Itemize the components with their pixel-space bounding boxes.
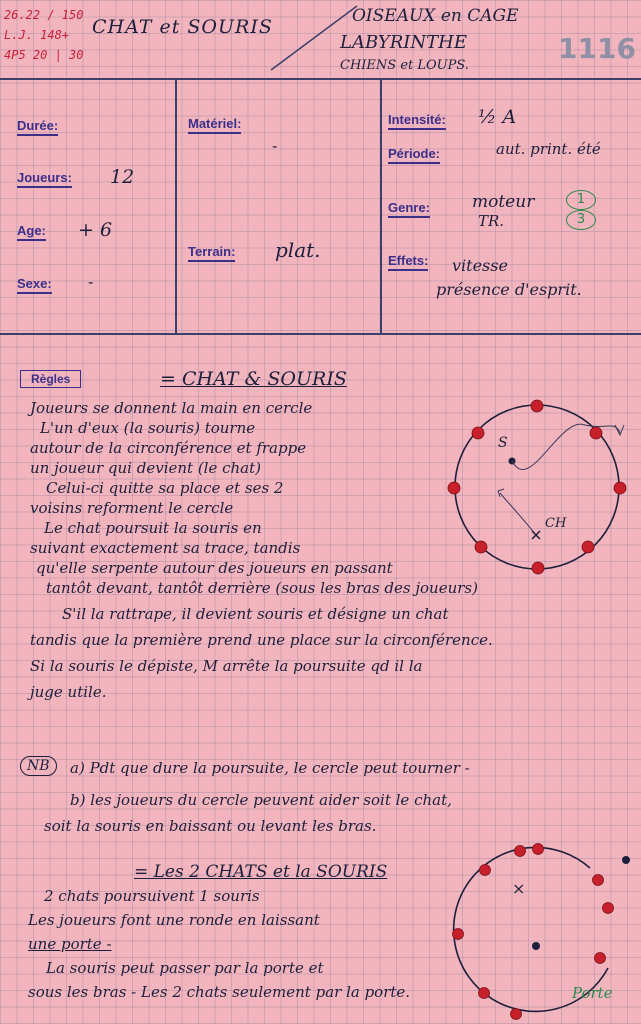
variant-1: OISEAUX en CAGE	[352, 6, 519, 26]
header-rule	[0, 78, 641, 80]
rule-line: Joueurs se donnent la main en cercle	[30, 399, 313, 417]
diagram-circle-chat-souris	[440, 395, 640, 580]
rule-line: autour de la circonférence et frappe	[30, 439, 307, 457]
card-number: 1116	[558, 32, 636, 65]
x-label: ×	[512, 879, 526, 898]
rule-line: tantôt devant, tantôt derrière (sous les bras des joueurs)	[46, 579, 478, 597]
field-label-duree: Durée:	[17, 118, 58, 136]
field-label-genre: Genre:	[388, 200, 430, 218]
field-label-effets: Effets:	[388, 253, 428, 271]
variant-2: LABYRINTHE	[340, 32, 468, 53]
title-slash	[265, 0, 365, 78]
field-label-age: Age:	[17, 223, 46, 241]
rules-text-block-2	[28, 886, 458, 1002]
mouse-dot	[532, 942, 540, 950]
rule-line: L'un d'eux (la souris) tourne	[40, 419, 256, 437]
field-value-periode: aut. print. été	[496, 140, 601, 158]
red-note-3: 4P5 20 | 30	[4, 48, 84, 62]
field-label-sexe: Sexe:	[17, 276, 52, 294]
rule2-line: une porte -	[28, 935, 112, 953]
field-label-terrain: Terrain:	[188, 244, 235, 262]
rule-line: un joueur qui devient (le chat)	[30, 459, 261, 477]
rule-line: Le chat poursuit la souris en	[44, 519, 262, 537]
column-divider-1	[175, 80, 177, 334]
red-note-2: L.J. 148+	[4, 28, 70, 42]
cat-trail	[500, 493, 536, 535]
rule2-line: La souris peut passer par la porte et	[46, 959, 324, 977]
field-label-joueurs: Joueurs:	[17, 170, 72, 188]
field-value-age: + 6	[78, 219, 113, 241]
fields-rule	[0, 333, 641, 335]
rule-line: juge utile.	[30, 683, 107, 701]
field-value-joueurs: 12	[110, 166, 135, 188]
rule-line: qu'elle serpente autour des joueurs en passant	[36, 559, 393, 577]
field-value-terrain: plat.	[275, 238, 321, 262]
rule-line: Si la souris le dépiste, M arrête la poursuite qd il la	[30, 657, 423, 675]
genre-circle-3: 3	[566, 210, 596, 230]
rule-line: S'il la rattrape, il devient souris et désigne un chat	[62, 605, 449, 623]
rule2-line: Les joueurs font une ronde en laissant	[28, 911, 320, 929]
nb-note-b2: soit la souris en baissant ou levant les bras.	[44, 817, 377, 835]
s-label: S	[498, 435, 508, 451]
porte-label: Porte	[572, 984, 613, 1002]
rule-line: tandis que la première prend une place sur la circonférence.	[30, 631, 493, 649]
rule-line: suivant exactement sa trace, tandis	[30, 539, 301, 557]
cat-mark	[532, 531, 540, 539]
column-divider-2	[380, 80, 382, 334]
nb-note-b: b) les joueurs du cercle peuvent aider soit le chat,	[70, 791, 452, 809]
field-value-sexe: -	[88, 272, 94, 291]
card-title: CHAT et SOURIS	[92, 16, 273, 38]
field-label-periode: Période:	[388, 146, 440, 164]
field-value-genre-2: TR.	[478, 212, 505, 230]
header	[0, 0, 641, 80]
rules-text-block	[30, 398, 450, 558]
field-value-effets-2: présence d'esprit.	[436, 280, 582, 299]
mouse-trail	[512, 424, 620, 469]
rule2-line: 2 chats poursuivent 1 souris	[44, 887, 260, 905]
section1-title: = CHAT & SOURIS	[160, 368, 347, 390]
field-value-genre-1: moteur	[472, 192, 535, 212]
red-note-1: 26.22 / 150	[4, 8, 84, 22]
field-label-intensite: Intensité:	[388, 112, 446, 130]
diagram-circle-two-cats	[440, 838, 641, 1024]
rule-line: voisins reforment le cercle	[30, 499, 234, 517]
field-label-materiel: Matériel:	[188, 116, 241, 134]
variant-3: CHIENS et LOUPS.	[340, 58, 469, 73]
rule-line: Celui-ci quitte sa place et ses 2	[46, 479, 284, 497]
section2-title: = Les 2 CHATS et la SOURIS	[134, 862, 388, 882]
nb-badge: NB	[20, 756, 57, 776]
nb-note-a: a) Pdt que dure la poursuite, le cercle peut tourner -	[70, 759, 470, 777]
ch-label: CH	[545, 516, 567, 531]
field-value-intensite: ½ A	[478, 106, 517, 128]
genre-circle-1: 1	[566, 190, 596, 210]
field-value-materiel: -	[272, 136, 278, 155]
cat-dot	[622, 856, 630, 864]
rules-label: Règles	[20, 370, 81, 388]
field-value-effets-1: vitesse	[452, 256, 508, 275]
rule2-line: sous les bras - Les 2 chats seulement par la porte.	[28, 983, 411, 1001]
